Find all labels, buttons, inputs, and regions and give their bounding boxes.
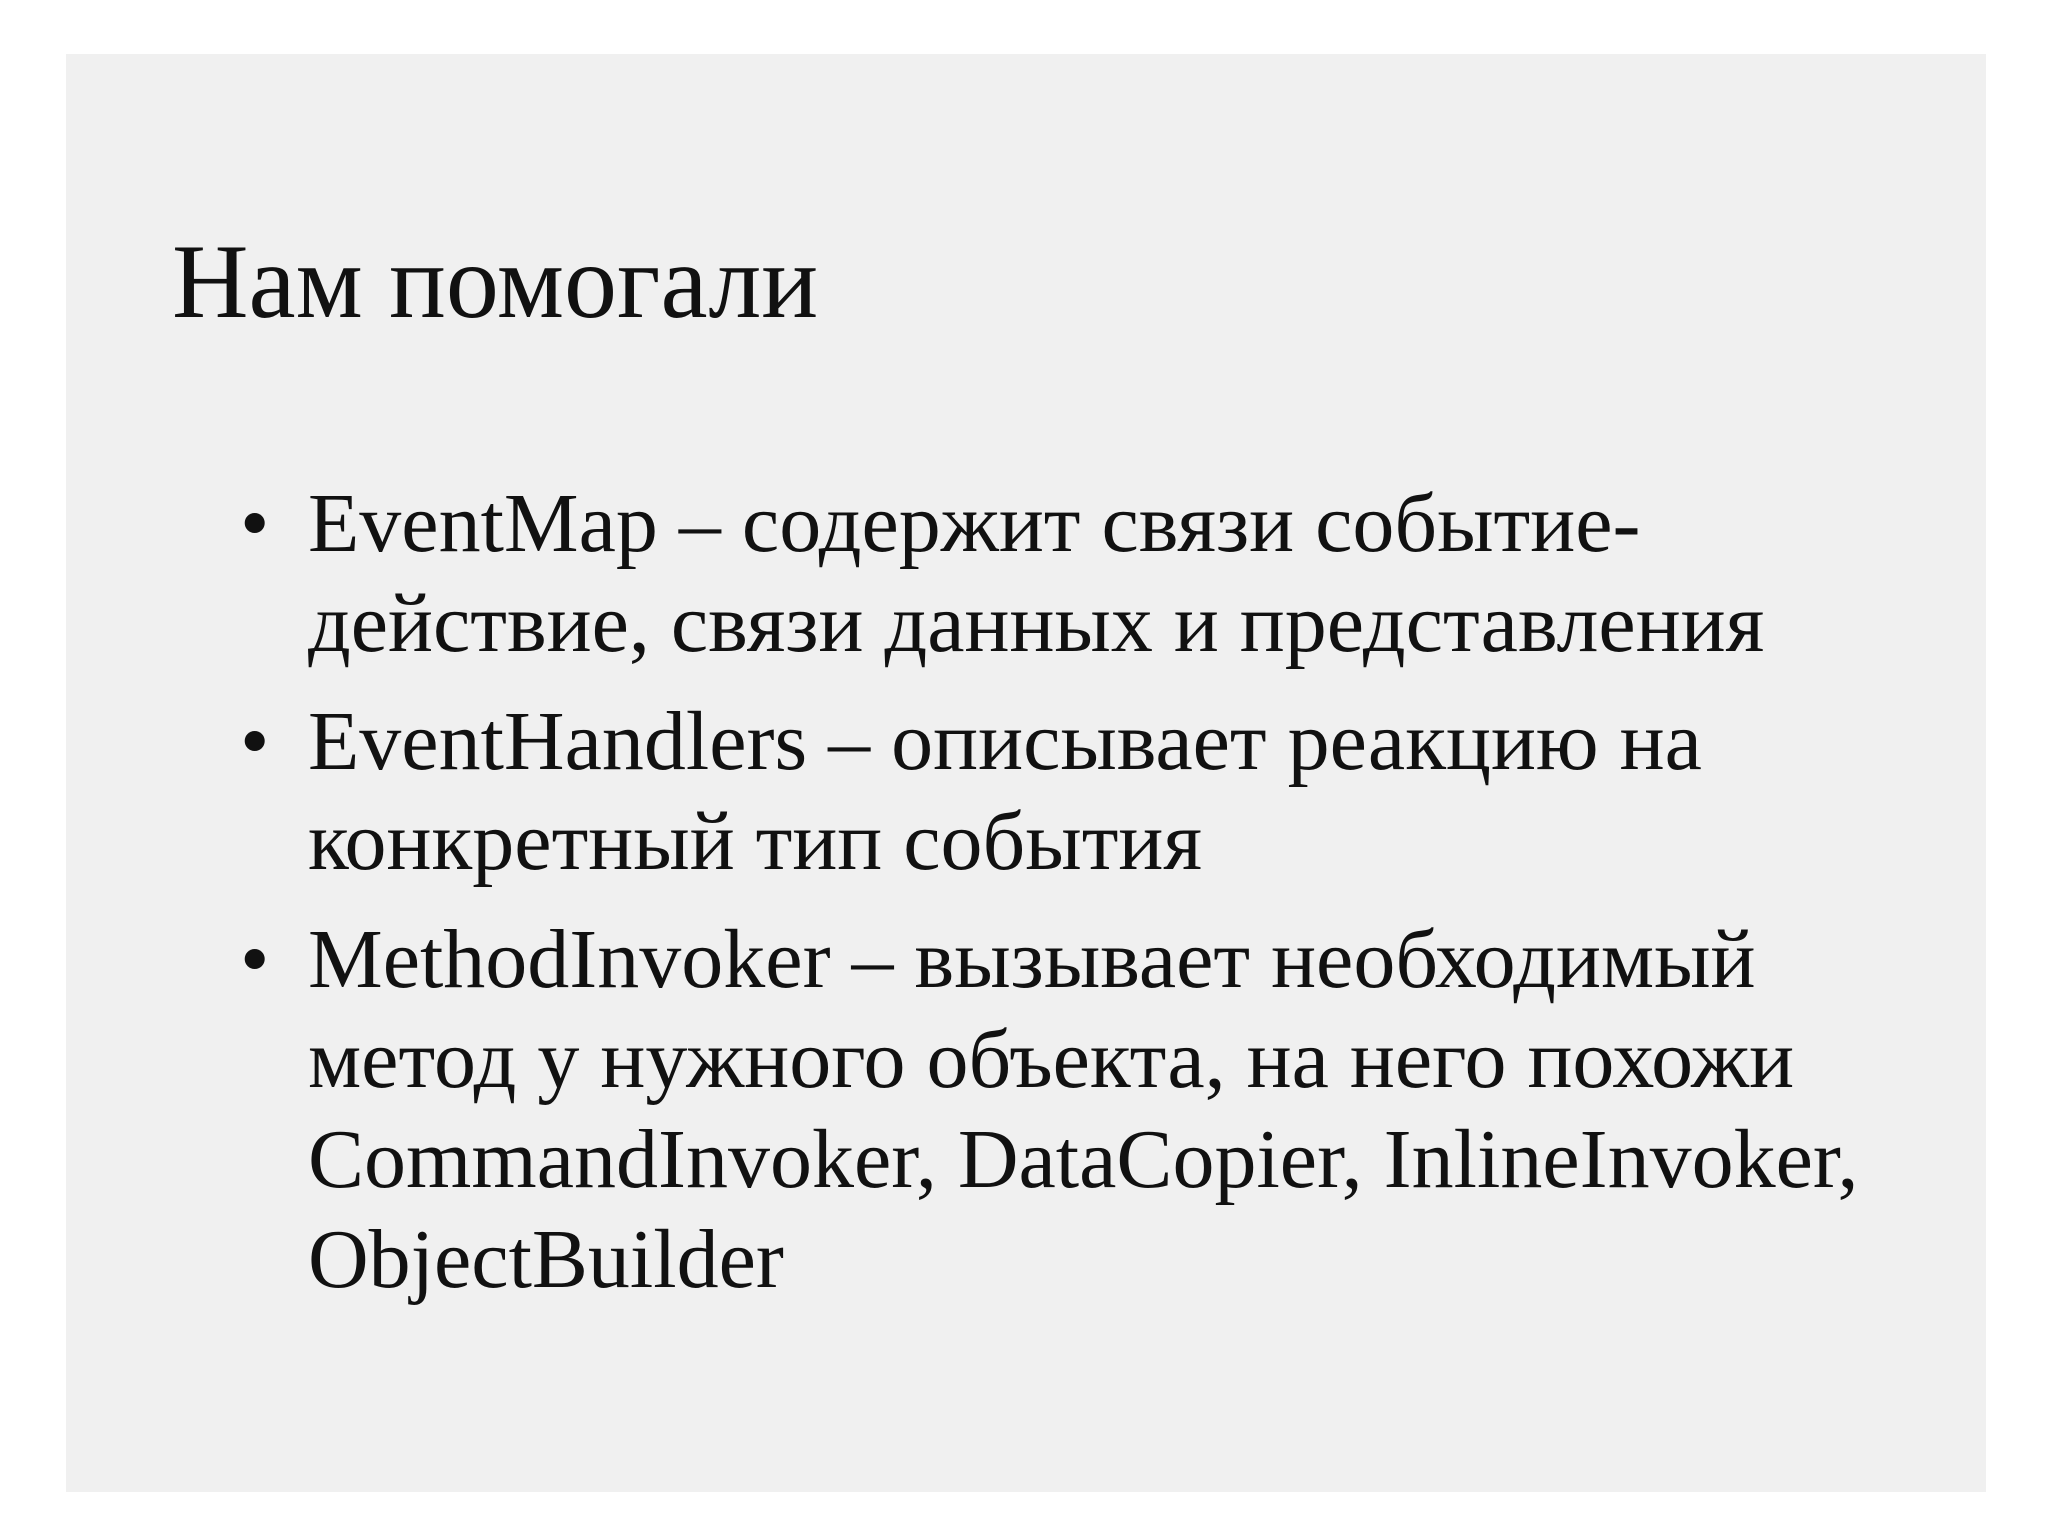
bullet-line: MethodInvoker – вызывает необходимый: [308, 913, 1756, 1006]
bullet-item-eventmap: [172, 474, 1912, 674]
bullet-icon: •: [240, 695, 270, 788]
bullet-list: [172, 474, 1912, 1328]
bullet-item-eventhandlers: [172, 692, 1912, 892]
bullet-line: EventHandlers – описывает реакцию на: [308, 695, 1702, 788]
bullet-icon: •: [240, 913, 270, 1006]
slide: [66, 54, 1986, 1492]
bullet-icon: •: [240, 477, 270, 570]
bullet-item-methodinvoker: [172, 910, 1912, 1310]
bullet-line: конкретный тип события: [308, 795, 1203, 888]
bullet-line: CommandInvoker, DataCopier, InlineInvoker,: [308, 1113, 1859, 1206]
bullet-line: EventMap – содержит связи событие-: [308, 477, 1641, 570]
bullet-line: ObjectBuilder: [308, 1213, 784, 1306]
slide-title: Нам помогали: [172, 223, 819, 340]
bullet-line: действие, связи данных и представления: [308, 577, 1765, 670]
bullet-line: метод у нужного объекта, на него похожи: [308, 1013, 1795, 1106]
